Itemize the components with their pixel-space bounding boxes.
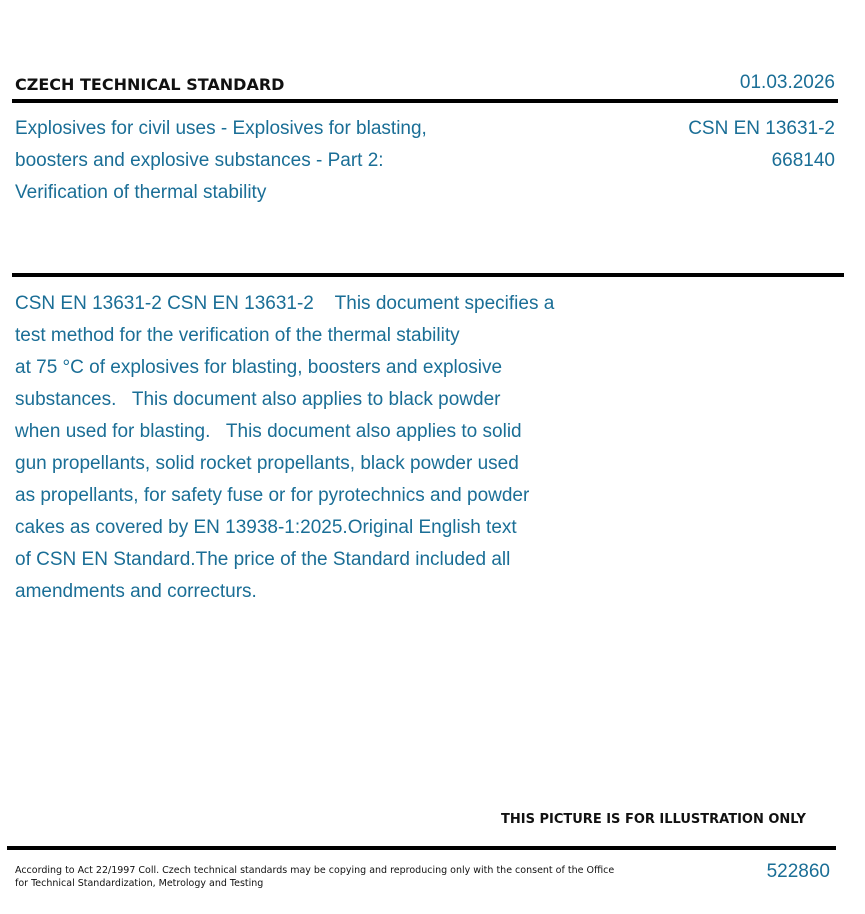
document-title-line: boosters and explosive substances - Part 2: [15, 150, 384, 171]
abstract-line: cakes as covered by EN 13938-1:2025.Original English text [15, 517, 517, 538]
abstract-line: amendments and correcturs. [15, 581, 257, 602]
illustration-note: THIS PICTURE IS FOR ILLUSTRATION ONLY [501, 812, 806, 827]
abstract-line: substances. This document also applies to black powder [15, 389, 501, 410]
abstract-text [15, 288, 655, 608]
document-title-line: Explosives for civil uses - Explosives for blasting, [15, 118, 427, 139]
legal-notice [15, 864, 614, 890]
publication-date: 01.03.2026 [739, 72, 835, 93]
document-title-line: Verification of thermal stability [15, 182, 267, 203]
abstract-line: CSN EN 13631-2 CSN EN 13631-2 This document specifies a [15, 293, 555, 314]
abstract-line: test method for the verification of the thermal stability [15, 325, 460, 346]
catalog-number: 522860 [766, 861, 830, 882]
abstract-line: as propellants, for safety fuse or for pyrotechnics and powder [15, 485, 530, 506]
class-number: 668140 [771, 150, 835, 171]
middle-divider [12, 273, 844, 277]
abstract-line: gun propellants, solid rocket propellants, black powder used [15, 453, 519, 474]
abstract-line: when used for blasting. This document also applies to solid [15, 421, 522, 442]
abstract-line: of CSN EN Standard.The price of the Standard included all [15, 549, 511, 570]
document-title [15, 113, 535, 209]
abstract-line: at 75 °C of explosives for blasting, boosters and explosive [15, 357, 503, 378]
standard-type-heading: CZECH TECHNICAL STANDARD [15, 75, 285, 94]
document-identifiers [688, 113, 835, 177]
bottom-divider [7, 846, 836, 850]
standard-code: CSN EN 13631-2 [688, 118, 835, 139]
legal-notice-line: for Technical Standardization, Metrology and Testing [15, 878, 264, 889]
top-divider [12, 99, 838, 103]
legal-notice-line: According to Act 22/1997 Coll. Czech technical standards may be copying and reproducing only with the consent of the Office [15, 865, 615, 876]
